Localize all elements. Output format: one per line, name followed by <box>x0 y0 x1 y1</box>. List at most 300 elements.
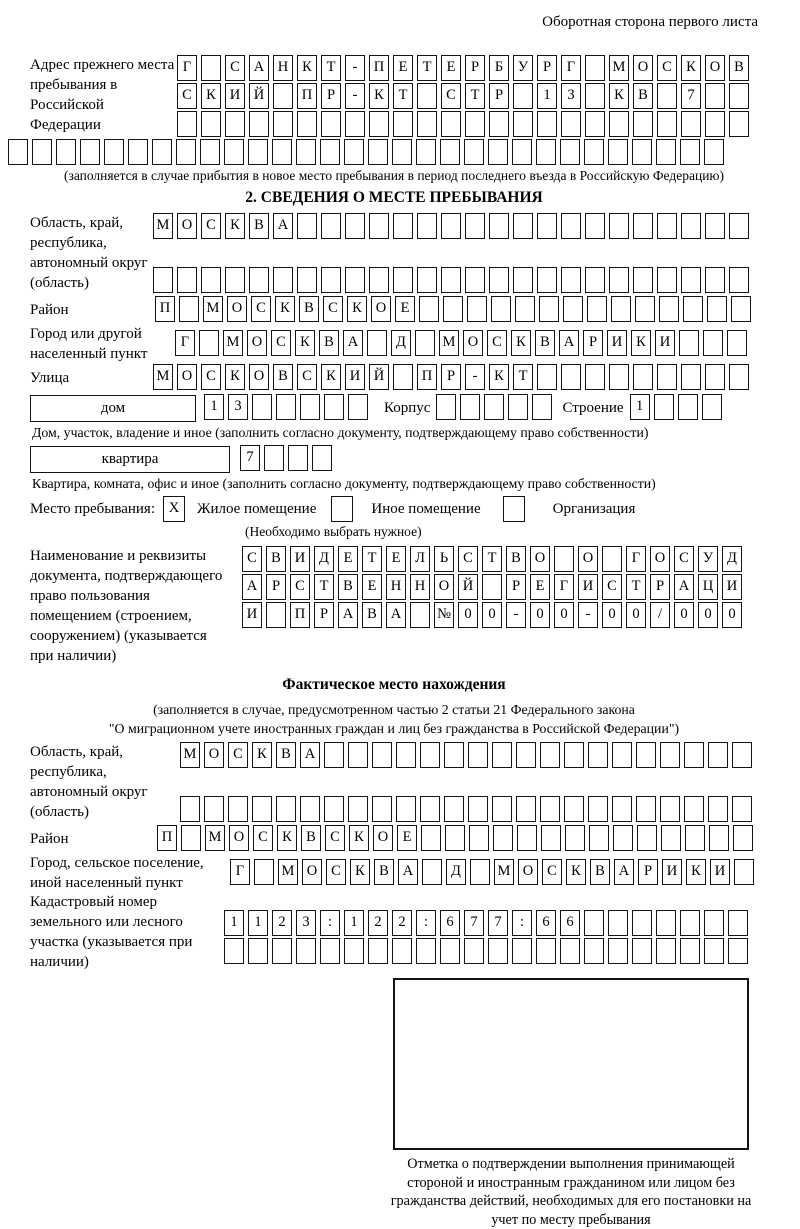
char-cell[interactable] <box>563 296 583 322</box>
char-cell[interactable] <box>656 910 676 936</box>
char-cell[interactable] <box>416 938 436 964</box>
char-cell[interactable] <box>224 938 244 964</box>
char-cell[interactable] <box>636 796 656 822</box>
char-cell[interactable] <box>731 296 751 322</box>
char-cell[interactable]: - <box>578 602 598 628</box>
char-cell[interactable] <box>273 267 293 293</box>
char-cell[interactable]: К <box>297 55 317 81</box>
char-cell[interactable]: О <box>302 859 322 885</box>
char-cell[interactable]: И <box>578 574 598 600</box>
char-cell[interactable] <box>536 938 556 964</box>
organization-checkbox[interactable] <box>503 496 525 522</box>
char-cell[interactable] <box>705 111 725 137</box>
char-cell[interactable] <box>420 742 440 768</box>
char-cell[interactable]: 0 <box>482 602 502 628</box>
char-cell[interactable] <box>464 139 484 165</box>
char-cell[interactable]: Т <box>314 574 334 600</box>
char-cell[interactable] <box>288 445 308 471</box>
char-cell[interactable] <box>179 296 199 322</box>
char-cell[interactable]: М <box>278 859 298 885</box>
char-cell[interactable]: О <box>247 330 267 356</box>
char-cell[interactable]: В <box>338 574 358 600</box>
char-cell[interactable]: К <box>686 859 706 885</box>
char-cell[interactable] <box>464 938 484 964</box>
char-cell[interactable] <box>729 111 749 137</box>
char-cell[interactable] <box>368 139 388 165</box>
char-cell[interactable]: П <box>297 83 317 109</box>
char-cell[interactable]: О <box>650 546 670 572</box>
house-field-box[interactable]: дом <box>30 395 196 422</box>
char-cell[interactable]: 3 <box>296 910 316 936</box>
char-cell[interactable]: Р <box>314 602 334 628</box>
char-cell[interactable] <box>541 825 561 851</box>
char-cell[interactable]: М <box>494 859 514 885</box>
char-cell[interactable]: Р <box>650 574 670 600</box>
char-cell[interactable]: В <box>319 330 339 356</box>
char-cell[interactable] <box>493 825 513 851</box>
char-cell[interactable]: В <box>276 742 296 768</box>
char-cell[interactable]: В <box>362 602 382 628</box>
char-cell[interactable]: В <box>273 364 293 390</box>
apartment-field-box[interactable]: квартира <box>30 446 230 473</box>
char-cell[interactable]: О <box>371 296 391 322</box>
char-cell[interactable]: 0 <box>530 602 550 628</box>
char-cell[interactable] <box>729 364 749 390</box>
char-cell[interactable] <box>657 267 677 293</box>
char-cell[interactable] <box>345 267 365 293</box>
char-cell[interactable] <box>681 213 701 239</box>
char-cell[interactable]: № <box>434 602 454 628</box>
char-cell[interactable]: К <box>566 859 586 885</box>
char-cell[interactable]: В <box>266 546 286 572</box>
char-cell[interactable] <box>176 139 196 165</box>
char-cell[interactable]: К <box>681 55 701 81</box>
char-cell[interactable] <box>249 111 269 137</box>
char-cell[interactable] <box>372 796 392 822</box>
char-cell[interactable] <box>703 330 723 356</box>
char-cell[interactable]: 7 <box>488 910 508 936</box>
char-cell[interactable] <box>661 825 681 851</box>
char-cell[interactable] <box>392 938 412 964</box>
char-cell[interactable] <box>554 546 574 572</box>
char-cell[interactable] <box>705 364 725 390</box>
char-cell[interactable] <box>177 111 197 137</box>
char-cell[interactable] <box>321 111 341 137</box>
char-cell[interactable]: Т <box>417 55 437 81</box>
char-cell[interactable]: 6 <box>440 910 460 936</box>
char-cell[interactable]: Р <box>321 83 341 109</box>
char-cell[interactable]: С <box>228 742 248 768</box>
char-cell[interactable] <box>589 825 609 851</box>
char-cell[interactable]: Г <box>177 55 197 81</box>
char-cell[interactable] <box>516 742 536 768</box>
char-cell[interactable]: Р <box>465 55 485 81</box>
char-cell[interactable]: И <box>710 859 730 885</box>
char-cell[interactable]: В <box>506 546 526 572</box>
char-cell[interactable]: Н <box>273 55 293 81</box>
char-cell[interactable] <box>468 742 488 768</box>
char-cell[interactable]: Р <box>638 859 658 885</box>
char-cell[interactable]: Е <box>338 546 358 572</box>
char-cell[interactable]: К <box>350 859 370 885</box>
char-cell[interactable] <box>536 139 556 165</box>
char-cell[interactable]: Е <box>530 574 550 600</box>
char-cell[interactable] <box>657 83 677 109</box>
char-cell[interactable] <box>705 267 725 293</box>
char-cell[interactable] <box>613 825 633 851</box>
char-cell[interactable]: 2 <box>272 910 292 936</box>
char-cell[interactable] <box>680 910 700 936</box>
char-cell[interactable]: А <box>300 742 320 768</box>
char-cell[interactable] <box>561 364 581 390</box>
char-cell[interactable]: Г <box>626 546 646 572</box>
char-cell[interactable] <box>637 825 657 851</box>
char-cell[interactable]: М <box>205 825 225 851</box>
char-cell[interactable]: С <box>326 859 346 885</box>
char-cell[interactable] <box>588 796 608 822</box>
char-cell[interactable] <box>367 330 387 356</box>
char-cell[interactable] <box>393 267 413 293</box>
char-cell[interactable] <box>585 111 605 137</box>
char-cell[interactable]: О <box>705 55 725 81</box>
char-cell[interactable] <box>728 910 748 936</box>
char-cell[interactable]: С <box>458 546 478 572</box>
char-cell[interactable] <box>410 602 430 628</box>
char-cell[interactable]: О <box>463 330 483 356</box>
char-cell[interactable]: К <box>275 296 295 322</box>
char-cell[interactable]: А <box>386 602 406 628</box>
char-cell[interactable]: Е <box>397 825 417 851</box>
char-cell[interactable]: Й <box>369 364 389 390</box>
char-cell[interactable] <box>252 394 272 420</box>
char-cell[interactable] <box>633 111 653 137</box>
char-cell[interactable]: К <box>511 330 531 356</box>
char-cell[interactable] <box>585 213 605 239</box>
char-cell[interactable] <box>707 296 727 322</box>
char-cell[interactable]: С <box>297 364 317 390</box>
char-cell[interactable]: С <box>225 55 245 81</box>
char-cell[interactable]: К <box>201 83 221 109</box>
char-cell[interactable]: Р <box>266 574 286 600</box>
char-cell[interactable] <box>656 139 676 165</box>
char-cell[interactable] <box>436 394 456 420</box>
char-cell[interactable] <box>441 267 461 293</box>
char-cell[interactable] <box>440 938 460 964</box>
char-cell[interactable] <box>441 213 461 239</box>
char-cell[interactable] <box>469 825 489 851</box>
char-cell[interactable] <box>369 111 389 137</box>
char-cell[interactable]: : <box>512 910 532 936</box>
char-cell[interactable] <box>704 938 724 964</box>
char-cell[interactable] <box>416 139 436 165</box>
char-cell[interactable] <box>177 267 197 293</box>
char-cell[interactable] <box>324 394 344 420</box>
char-cell[interactable] <box>513 213 533 239</box>
char-cell[interactable]: 0 <box>674 602 694 628</box>
char-cell[interactable]: В <box>633 83 653 109</box>
char-cell[interactable]: Е <box>395 296 415 322</box>
char-cell[interactable] <box>512 139 532 165</box>
char-cell[interactable] <box>312 445 332 471</box>
char-cell[interactable] <box>734 859 754 885</box>
char-cell[interactable] <box>488 938 508 964</box>
char-cell[interactable] <box>440 139 460 165</box>
char-cell[interactable] <box>321 213 341 239</box>
char-cell[interactable] <box>420 796 440 822</box>
char-cell[interactable] <box>702 394 722 420</box>
char-cell[interactable] <box>422 859 442 885</box>
char-cell[interactable] <box>488 139 508 165</box>
char-cell[interactable] <box>369 213 389 239</box>
char-cell[interactable]: С <box>251 296 271 322</box>
char-cell[interactable] <box>515 296 535 322</box>
char-cell[interactable] <box>489 267 509 293</box>
char-cell[interactable]: К <box>347 296 367 322</box>
char-cell[interactable] <box>482 574 502 600</box>
char-cell[interactable] <box>465 213 485 239</box>
char-cell[interactable]: К <box>321 364 341 390</box>
char-cell[interactable] <box>199 330 219 356</box>
char-cell[interactable]: И <box>662 859 682 885</box>
char-cell[interactable] <box>513 83 533 109</box>
char-cell[interactable] <box>732 796 752 822</box>
char-cell[interactable] <box>444 742 464 768</box>
char-cell[interactable] <box>8 139 28 165</box>
char-cell[interactable] <box>633 364 653 390</box>
char-cell[interactable] <box>561 213 581 239</box>
char-cell[interactable] <box>276 394 296 420</box>
char-cell[interactable]: 1 <box>537 83 557 109</box>
char-cell[interactable] <box>588 742 608 768</box>
char-cell[interactable] <box>201 111 221 137</box>
char-cell[interactable] <box>683 296 703 322</box>
char-cell[interactable]: - <box>345 83 365 109</box>
char-cell[interactable] <box>540 796 560 822</box>
char-cell[interactable]: Ц <box>698 574 718 600</box>
char-cell[interactable] <box>181 825 201 851</box>
char-cell[interactable]: В <box>729 55 749 81</box>
char-cell[interactable]: М <box>153 364 173 390</box>
char-cell[interactable] <box>684 742 704 768</box>
char-cell[interactable]: С <box>177 83 197 109</box>
char-cell[interactable] <box>585 55 605 81</box>
char-cell[interactable] <box>153 267 173 293</box>
char-cell[interactable]: В <box>535 330 555 356</box>
char-cell[interactable] <box>300 796 320 822</box>
char-cell[interactable]: П <box>417 364 437 390</box>
char-cell[interactable]: 7 <box>464 910 484 936</box>
char-cell[interactable]: Г <box>561 55 581 81</box>
char-cell[interactable]: У <box>698 546 718 572</box>
char-cell[interactable] <box>417 83 437 109</box>
char-cell[interactable]: 7 <box>240 445 260 471</box>
char-cell[interactable] <box>417 111 437 137</box>
char-cell[interactable]: А <box>242 574 262 600</box>
char-cell[interactable] <box>537 267 557 293</box>
char-cell[interactable] <box>228 796 248 822</box>
char-cell[interactable]: О <box>177 213 197 239</box>
char-cell[interactable] <box>348 796 368 822</box>
char-cell[interactable]: К <box>225 364 245 390</box>
char-cell[interactable]: : <box>320 910 340 936</box>
char-cell[interactable] <box>201 267 221 293</box>
char-cell[interactable]: К <box>609 83 629 109</box>
char-cell[interactable] <box>264 445 284 471</box>
char-cell[interactable] <box>417 213 437 239</box>
char-cell[interactable] <box>657 364 677 390</box>
char-cell[interactable] <box>633 213 653 239</box>
char-cell[interactable]: 0 <box>554 602 574 628</box>
char-cell[interactable]: / <box>650 602 670 628</box>
char-cell[interactable] <box>248 938 268 964</box>
char-cell[interactable]: К <box>369 83 389 109</box>
char-cell[interactable] <box>564 796 584 822</box>
char-cell[interactable]: В <box>301 825 321 851</box>
char-cell[interactable] <box>128 139 148 165</box>
char-cell[interactable]: С <box>253 825 273 851</box>
char-cell[interactable] <box>659 296 679 322</box>
char-cell[interactable] <box>608 139 628 165</box>
char-cell[interactable] <box>372 742 392 768</box>
char-cell[interactable]: 1 <box>630 394 650 420</box>
char-cell[interactable]: О <box>229 825 249 851</box>
char-cell[interactable] <box>584 139 604 165</box>
char-cell[interactable] <box>345 213 365 239</box>
char-cell[interactable]: И <box>607 330 627 356</box>
char-cell[interactable] <box>320 139 340 165</box>
char-cell[interactable]: О <box>518 859 538 885</box>
char-cell[interactable]: И <box>225 83 245 109</box>
char-cell[interactable] <box>727 330 747 356</box>
char-cell[interactable]: 0 <box>626 602 646 628</box>
char-cell[interactable] <box>705 83 725 109</box>
char-cell[interactable]: М <box>153 213 173 239</box>
char-cell[interactable] <box>635 296 655 322</box>
char-cell[interactable] <box>633 267 653 293</box>
char-cell[interactable]: Н <box>386 574 406 600</box>
char-cell[interactable]: М <box>609 55 629 81</box>
char-cell[interactable] <box>609 213 629 239</box>
char-cell[interactable] <box>393 213 413 239</box>
char-cell[interactable] <box>654 394 674 420</box>
char-cell[interactable] <box>657 111 677 137</box>
char-cell[interactable] <box>729 213 749 239</box>
char-cell[interactable] <box>465 267 485 293</box>
char-cell[interactable] <box>56 139 76 165</box>
char-cell[interactable]: Т <box>513 364 533 390</box>
char-cell[interactable]: С <box>290 574 310 600</box>
char-cell[interactable]: А <box>343 330 363 356</box>
char-cell[interactable]: С <box>542 859 562 885</box>
char-cell[interactable]: С <box>674 546 694 572</box>
char-cell[interactable] <box>444 796 464 822</box>
char-cell[interactable]: М <box>439 330 459 356</box>
char-cell[interactable] <box>729 83 749 109</box>
char-cell[interactable]: 0 <box>602 602 622 628</box>
char-cell[interactable]: Р <box>441 364 461 390</box>
char-cell[interactable]: 0 <box>722 602 742 628</box>
char-cell[interactable]: Р <box>489 83 509 109</box>
char-cell[interactable] <box>561 111 581 137</box>
char-cell[interactable]: - <box>465 364 485 390</box>
char-cell[interactable]: Д <box>446 859 466 885</box>
char-cell[interactable] <box>468 796 488 822</box>
char-cell[interactable]: С <box>271 330 291 356</box>
char-cell[interactable]: О <box>204 742 224 768</box>
char-cell[interactable] <box>273 83 293 109</box>
char-cell[interactable] <box>467 296 487 322</box>
char-cell[interactable] <box>324 742 344 768</box>
char-cell[interactable] <box>276 796 296 822</box>
char-cell[interactable] <box>561 267 581 293</box>
char-cell[interactable]: 2 <box>392 910 412 936</box>
char-cell[interactable] <box>680 139 700 165</box>
char-cell[interactable]: О <box>530 546 550 572</box>
char-cell[interactable]: 6 <box>560 910 580 936</box>
char-cell[interactable] <box>393 364 413 390</box>
char-cell[interactable] <box>344 938 364 964</box>
char-cell[interactable]: Б <box>489 55 509 81</box>
char-cell[interactable]: С <box>325 825 345 851</box>
char-cell[interactable] <box>297 111 317 137</box>
char-cell[interactable] <box>708 742 728 768</box>
char-cell[interactable] <box>489 111 509 137</box>
char-cell[interactable] <box>32 139 52 165</box>
char-cell[interactable] <box>392 139 412 165</box>
char-cell[interactable] <box>732 742 752 768</box>
char-cell[interactable] <box>296 938 316 964</box>
char-cell[interactable] <box>470 859 490 885</box>
char-cell[interactable] <box>632 910 652 936</box>
char-cell[interactable]: В <box>249 213 269 239</box>
char-cell[interactable] <box>729 267 749 293</box>
char-cell[interactable]: Г <box>554 574 574 600</box>
char-cell[interactable] <box>415 330 435 356</box>
char-cell[interactable]: Е <box>393 55 413 81</box>
char-cell[interactable]: А <box>338 602 358 628</box>
char-cell[interactable] <box>484 394 504 420</box>
char-cell[interactable]: 7 <box>681 83 701 109</box>
char-cell[interactable]: С <box>487 330 507 356</box>
char-cell[interactable]: О <box>249 364 269 390</box>
char-cell[interactable]: Т <box>465 83 485 109</box>
char-cell[interactable]: П <box>290 602 310 628</box>
char-cell[interactable]: 0 <box>458 602 478 628</box>
char-cell[interactable]: Й <box>249 83 269 109</box>
char-cell[interactable]: С <box>323 296 343 322</box>
char-cell[interactable]: К <box>225 213 245 239</box>
char-cell[interactable] <box>489 213 509 239</box>
char-cell[interactable] <box>680 938 700 964</box>
char-cell[interactable]: И <box>722 574 742 600</box>
char-cell[interactable] <box>321 267 341 293</box>
char-cell[interactable] <box>608 938 628 964</box>
char-cell[interactable] <box>517 825 537 851</box>
char-cell[interactable] <box>537 364 557 390</box>
char-cell[interactable] <box>273 111 293 137</box>
char-cell[interactable] <box>204 796 224 822</box>
char-cell[interactable] <box>344 139 364 165</box>
char-cell[interactable]: А <box>398 859 418 885</box>
char-cell[interactable]: А <box>674 574 694 600</box>
char-cell[interactable] <box>492 796 512 822</box>
char-cell[interactable] <box>249 267 269 293</box>
char-cell[interactable] <box>324 796 344 822</box>
char-cell[interactable] <box>513 111 533 137</box>
char-cell[interactable] <box>612 796 632 822</box>
char-cell[interactable] <box>708 796 728 822</box>
char-cell[interactable] <box>709 825 729 851</box>
